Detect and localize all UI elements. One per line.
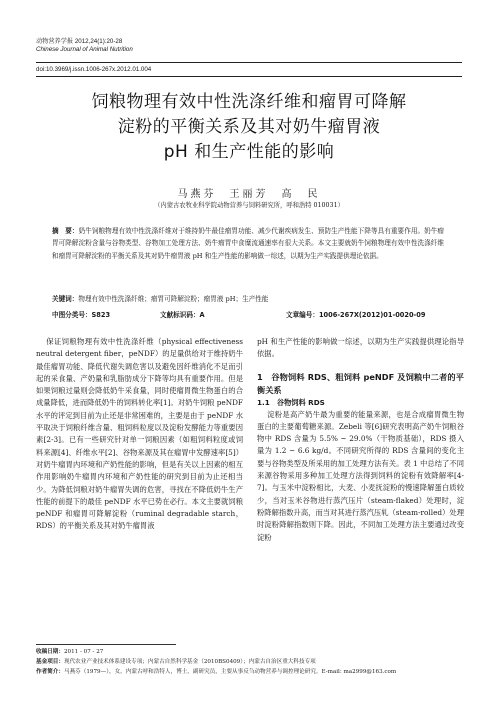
abstract (52, 225, 444, 262)
affiliation: （内蒙古农牧业科学院动物营养与饲料研究所，呼和浩特 010031） (154, 202, 344, 209)
document-code: 文献标识码：A (160, 311, 205, 319)
body-paragraph: 淀粉是高产奶牛最为重要的能量来源，也是合成瘤胃微生物蛋白的主要葡萄糖来源。Zebeli 等[6]研究表明高产奶牛饲粮谷物中 RDS 含量为 5.5% ~ 29.0%（干物质基础），RDS 摄入量为 1.2 ~ 6.6 kg/d。不同研究所得的 RDS 含量间的变化主要与谷物类型及所采用的加工处理方法有关。表 1 中总结了不同来源谷物采用多种加工处理方法得到饲料的淀粉有效降解率[4-7]。与玉米中淀粉相比，大麦、小麦抚淀粉的慢速降解蛋白质较少，当对玉米谷物进行蒸汽压片（steam-flaked）处理时，淀粉降解指数升高，而当对其进行蒸汽压轧（steam-rolled）处理时淀粉降解指数则下降。因此，不同加工处理方法主要通过改变淀粉 (257, 409, 464, 542)
journal-header (36, 38, 133, 54)
body-column-left (36, 336, 243, 533)
received-date: 2011 - 07 - 27 (63, 649, 104, 655)
keywords (52, 293, 444, 303)
journal-title-en: Chinese Journal of Animal Nutrition (36, 46, 133, 53)
article-number: 文章编号：1006-267X(2012)01-0020-09 (286, 311, 426, 319)
received-label: 收稿日期： (36, 649, 64, 655)
author-list: 马燕芬 王丽芳 高 民 (177, 189, 321, 200)
footnote-received (36, 648, 464, 656)
journal-title-cn: 动物营养学报 2012,24(1):20-28 (36, 38, 123, 45)
keywords-text: 物理有效中性洗涤纤维；瘤胃可降解淀粉；瘤胃液 pH；生产性能 (78, 295, 269, 303)
doi: doi:10.3969/j.issn.1006-267x.2012.01.004 (36, 66, 152, 73)
section-heading: 1 谷物饲料 RDS、粗饲料 peNDF 及饲粮中二者的平衡关系 (257, 371, 464, 395)
fund-label: 基金项目： (36, 659, 64, 665)
title-line: pH 和生产性能的影响 (163, 142, 335, 162)
clc-number: 中图分类号：S823 (52, 311, 111, 319)
fund-text: 现代农业产业技术体系建设专项；内蒙古自然科学基金（2010BS0409）；内蒙古自治区重大科技专项 (63, 659, 316, 665)
author-bio-text: 马燕芬（1979—），女，内蒙古呼和浩特人，博士，副研究员，主要从事反刍动物营养与调控理论研究。E-mail: ma2999@163.com (63, 669, 397, 675)
footnote-fund (36, 658, 464, 666)
title-line: 饲粮物理有效中性洗涤纤维和瘤胃可降解 (91, 92, 407, 112)
doi-rule (36, 76, 462, 77)
keywords-label: 关键词： (52, 295, 79, 303)
abstract-label: 摘 要： (52, 227, 79, 235)
author-bio-label: 作者简介： (36, 669, 64, 675)
header-rule (36, 62, 462, 63)
intro-paragraph-tail: pH 和生产性能的影响做一综述，以期为生产实践提供理论指导依据。 (257, 337, 464, 359)
title-line: 淀粉的平衡关系及其对奶牛瘤胃液 (117, 117, 381, 137)
footnote-rule (36, 644, 176, 645)
body-column-right (257, 336, 464, 544)
abstract-text: 奶牛饲粮物理有效中性洗涤纤维对于维持奶牛最佳瘤胃功能、减少代谢疾病发生、预防生产性能下降等具有重要作用。奶牛瘤胃可降解淀粉含量与谷物类型、谷物加工处理方法、奶牛瘤胃中食糜流通速率有很大关系。本文主要就奶牛饲粮物理有效中性洗涤纤维和瘤胃可降解淀粉的平衡关系及其对奶牛瘤胃液 pH 和生产性能的影响做一综述，以期为生产实践提供理论依据。 (52, 227, 445, 260)
subsection-heading: 1.1 谷物饲料 RDS (257, 397, 325, 407)
intro-paragraph: 保证饲粮物理有效中性洗涤纤维（physical effectiveness neutral detergent fiber，peNDF）的足量供给对于维持奶牛最佳瘤胃功能、降低代谢失调危害以及避免因纤维消化不足而引起的采食量、产奶量和乳脂肪成分下降等均具有重要作用。但是如果饲粮过量则会降低奶牛采食量，同时使瘤胃微生物蛋白的合成量降低，进而降低奶牛的饲料转化率[1]。对奶牛饲粮 peNDF 水平的评定到目前为止还是非常困难的，主要是由于 peNDF 水平取决于饲粮纤维含量、粗饲料粒度以及淀粉发酵能力等重要因素[2-3]。已有一些研究针对单一饲粮因素（如粗饲料粒度或饲料来源[4]、纤维水平[2]、谷物来源及其在瘤胃中发酵速率[5]）对奶牛瘤胃内环境和产奶性能的影响，但是有关以上因素的相互作用影响奶牛瘤胃内环境和产奶性能的研究到目前为止还相当少。为降低饲粮对奶牛瘤胃失调的危害，寻找在不降低奶牛生产性能的前提下的最佳 peNDF 水平已势在必行。本文主要就饲粮 peNDF 和瘤胃可降解淀粉（ruminal degradable starch，RDS）的平衡关系及其对奶牛瘤胃液 (36, 337, 243, 531)
classification-line (52, 309, 452, 319)
article-title (0, 90, 498, 165)
footnote-author (36, 668, 464, 676)
